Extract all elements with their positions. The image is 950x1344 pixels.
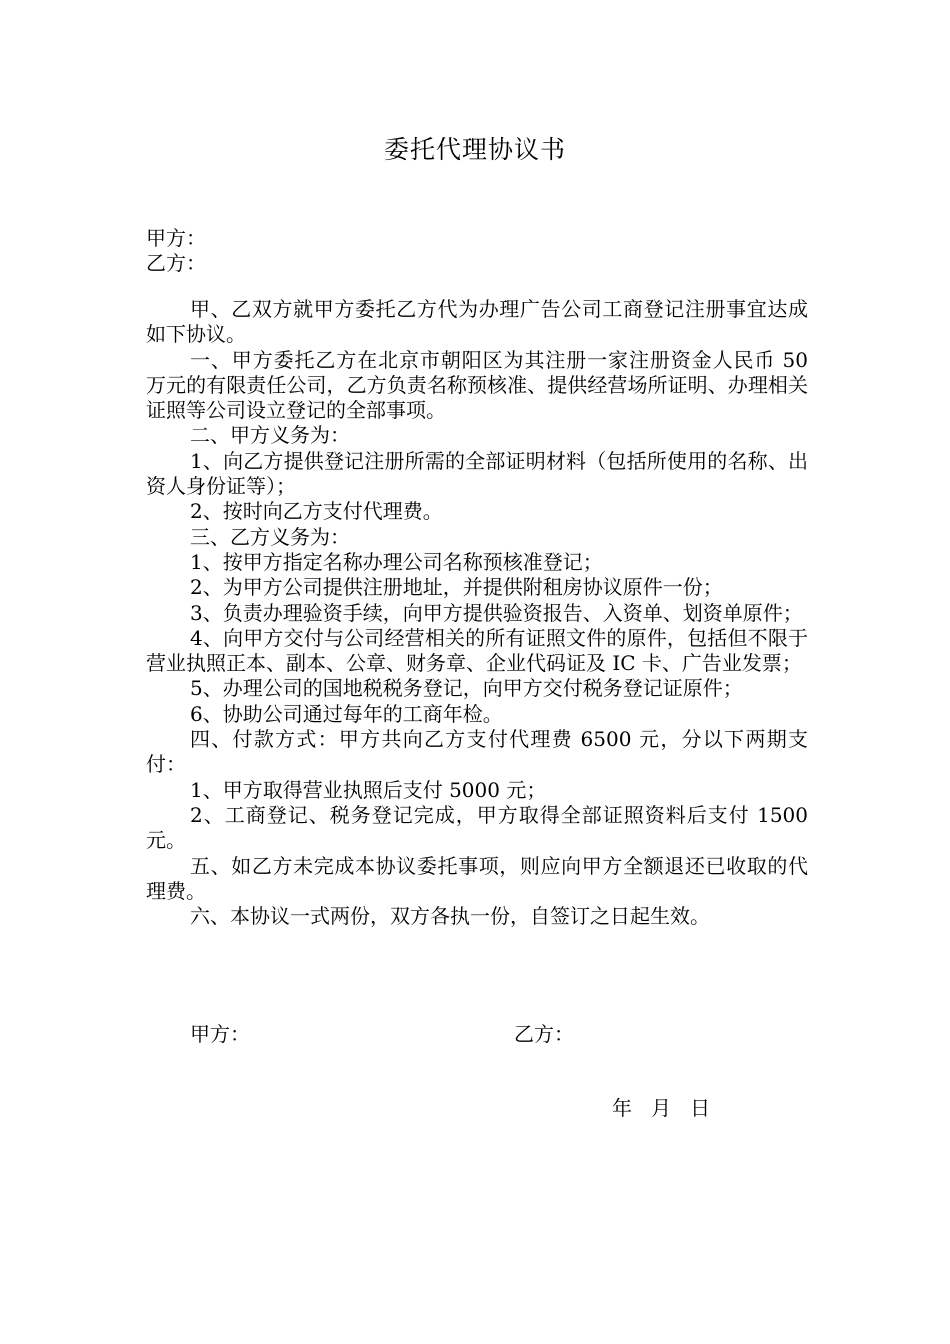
paragraph-clause-6: 六、本协议一式两份，双方各执一份，自签订之日起生效。 [190,904,710,929]
paragraph-clause-3-item-2: 2、为甲方公司提供注册地址，并提供附租房协议原件一份； [190,575,723,600]
signature-party-a: 甲方： [190,1022,250,1046]
paragraph-clause-3-item-5: 5、办理公司的国地税税务登记，向甲方交付税务登记证原件； [190,676,743,701]
paragraph-clause-3-item-6: 6、协助公司通过每年的工商年检。 [190,701,503,726]
paragraph-clause-4: 四、付款方式：甲方共向乙方支付代理费 6500 元，分以下两期支付： [146,727,808,777]
paragraph-clause-3-heading: 三、乙方义务为： [190,524,350,549]
party-b-label: 乙方： [146,251,206,275]
paragraph-clause-4-item-1: 1、甲方取得营业执照后支付 5000 元； [190,777,547,802]
paragraph-clause-3-item-3: 3、负责办理验资手续，向甲方提供验资报告、入资单、划资单原件； [190,600,803,625]
party-a-label: 甲方： [146,226,206,250]
paragraph-clause-3-item-1: 1、按甲方指定名称办理公司名称预核准登记； [190,549,603,574]
paragraph-clause-5: 五、如乙方未完成本协议委托事项，则应向甲方全额退还已收取的代理费。 [146,853,808,903]
paragraph-clause-2-item-2: 2、按时向乙方支付代理费。 [190,499,443,524]
paragraph-clause-2-item-1: 1、向乙方提供登记注册所需的全部证明材料（包括所使用的名称、出资人身份证等）； [146,448,808,499]
paragraph-clause-3-item-4: 4、向甲方交付与公司经营相关的所有证照文件的原件，包括但不限于营业执照正本、副本、公章、财务章、企业代码证及 IC 卡、广告业发票； [146,625,808,676]
paragraph-intro: 甲、乙双方就甲方委托乙方代为办理广告公司工商登记注册事宜达成如下协议。 [146,297,808,347]
paragraph-clause-4-item-2: 2、工商登记、税务登记完成，甲方取得全部证照资料后支付 1500 元。 [146,802,808,853]
agreement-body [146,297,808,929]
paragraph-clause-1: 一、甲方委托乙方在北京市朝阳区为其注册一家注册资金人民币 50 万元的有限责任公司，乙方负责名称预核准、提供经营场所证明、办理相关证照等公司设立登记的全部事项。 [146,347,808,423]
paragraph-clause-2-heading: 二、甲方义务为： [190,423,350,448]
document-title: 委托代理协议书 [383,135,566,164]
signature-party-b: 乙方： [514,1022,574,1046]
date-line: 年 月 日 [612,1096,711,1120]
